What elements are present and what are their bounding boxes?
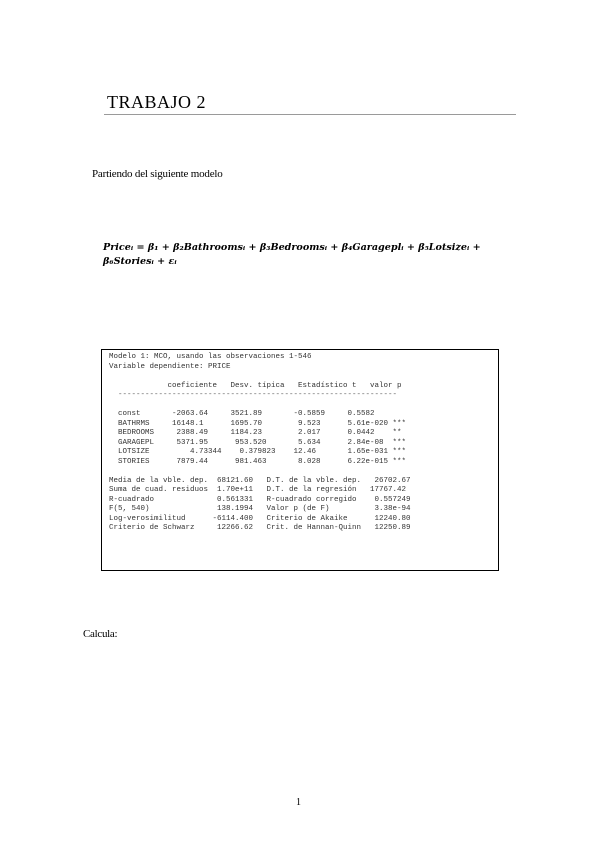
regression-output-box xyxy=(101,349,499,571)
regression-stat: R-cuadrado 0.561331 R-cuadrado corregido 0.557249 xyxy=(109,495,411,504)
calcula-label: Calcula: xyxy=(83,628,118,640)
regression-columns: coeficiente Desv. típica Estadístico t valor p xyxy=(109,381,402,390)
regression-stat: Criterio de Schwarz 12266.62 Crit. de Hannan-Quinn 12250.89 xyxy=(109,524,411,532)
regression-stat: Log-verosimilitud -6114.400 Criterio de Akaike 12240.80 xyxy=(109,514,411,523)
intro-text: Partiendo del siguiente modelo xyxy=(92,168,223,180)
regression-row: STORIES 7879.44 981.463 8.028 6.22e-015 *** xyxy=(109,457,407,466)
page-number: 1 xyxy=(296,797,301,808)
document-title: TRABAJO 2 xyxy=(107,92,207,112)
regression-output xyxy=(109,353,411,534)
model-formula xyxy=(103,241,483,269)
formula-line-2: β₆Storiesᵢ + εᵢ xyxy=(103,256,177,267)
regression-row: LOTSIZE 4.73344 0.379823 12.46 1.65e-031 *** xyxy=(109,448,407,456)
title-underline xyxy=(104,114,516,115)
regression-row: GARAGEPL 5371.95 953.520 5.634 2.84e-08 *** xyxy=(109,438,407,447)
regression-header-model: Modelo 1: MCO, usando las observaciones 1-546 xyxy=(109,353,312,361)
formula-line-1: Priceᵢ = β₁ + β₂Bathroomsᵢ + β₃Bedroomsᵢ + β₄Garageplᵢ + β₅Lotsizeᵢ + xyxy=(103,242,481,253)
regression-row: BATHRMS 16148.1 1695.70 9.523 5.61e-020 *** xyxy=(109,419,407,428)
regression-stat: F(5, 540) 138.1994 Valor p (de F) 3.38e-94 xyxy=(109,505,411,513)
regression-row: BEDROOMS 2388.49 1184.23 2.017 0.0442 ** xyxy=(109,429,402,437)
regression-header-dependent: Variable dependiente: PRICE xyxy=(109,362,231,371)
regression-separator: -------------------------------------------------------------- xyxy=(109,391,398,399)
regression-row: const -2063.64 3521.89 -0.5859 0.5582 xyxy=(109,410,375,418)
regression-stat: Media de la vble. dep. 68121.60 D.T. de la vble. dep. 26702.67 xyxy=(109,476,411,485)
regression-stat: Suma de cuad. residuos 1.70e+11 D.T. de la regresión 17767.42 xyxy=(109,486,407,494)
